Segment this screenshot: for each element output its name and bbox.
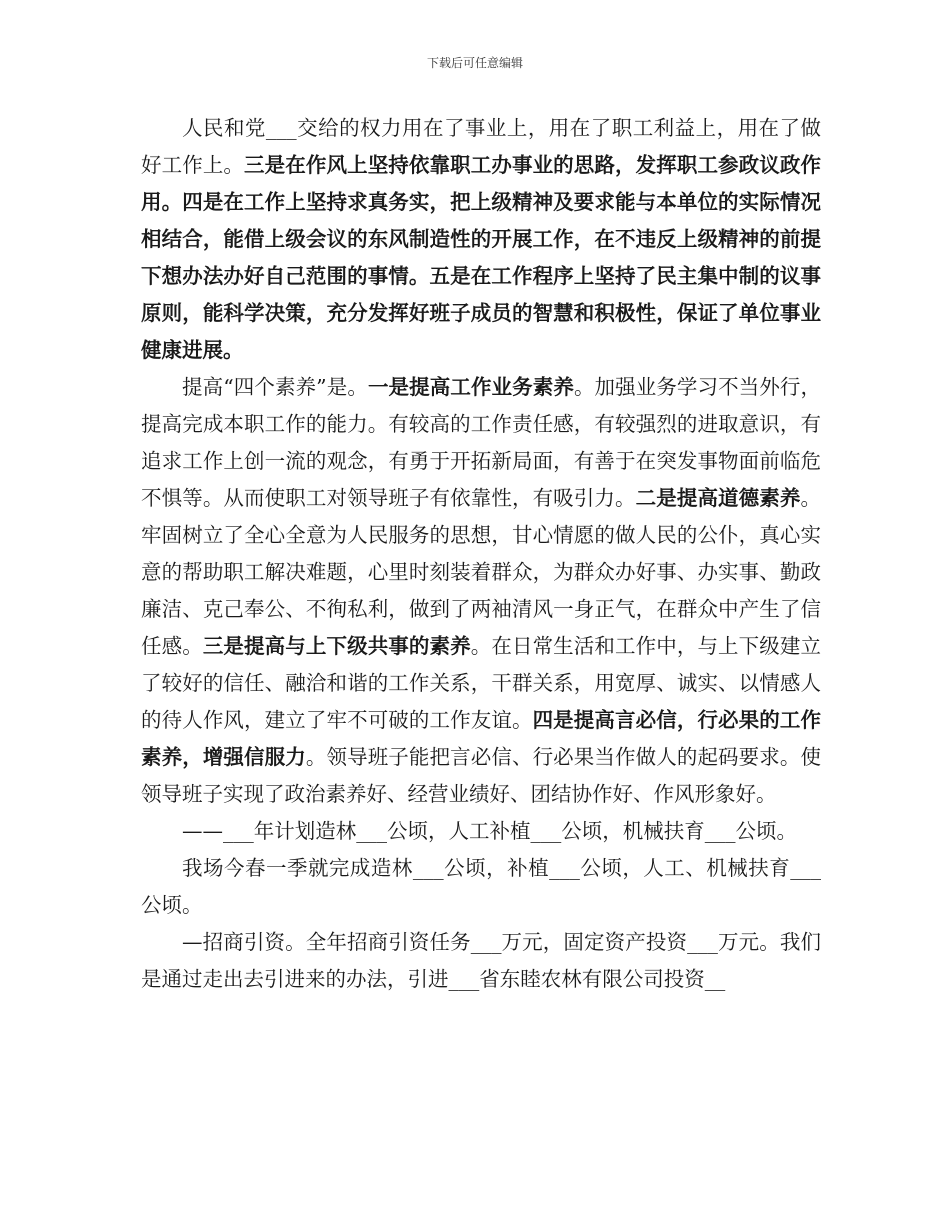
- paragraph-1: [141, 110, 821, 369]
- paragraph-bold-text: 四是提高言必信，行必果的工作素养，增强信服力: [141, 708, 821, 769]
- paragraph-4: [141, 850, 821, 924]
- paragraph-text: —招商引资。全年招商引资任务___万元，固定资产投资___万元。我们是通过走出去引进来的办法，引进___省东睦农林有限公司投资__: [141, 930, 821, 991]
- paragraph-text: 我场今春一季就完成造林___公顷，补植___公顷，人工、机械扶育___公顷。: [141, 856, 821, 917]
- paragraph-text: 人民和党___交给的权力用在了事业上，用在了职工利益上，用在了做好工作上。: [141, 116, 821, 177]
- paragraph-bold-text: 二是提高道德素养: [635, 486, 801, 510]
- paragraph-text: 。领导班子能把言必信、行必果当作做人的起码要求。使领导班子实现了政治素养好、经营业绩好、团结协作好、作风形象好。: [141, 745, 821, 806]
- page-header-note: 下载后可任意编辑: [426, 56, 523, 70]
- paragraph-bold-text: 一是提高工作业务素养: [367, 375, 574, 399]
- paragraph-bold-text: 三是在作风上坚持依靠职工办事业的思路，发挥职工参政议政作用。四是在工作上坚持求真务实，把上级精神及要求能与本单位的实际情况相结合，能借上级会议的东风制造性的开展工作，在不违反上级精神的前提下想办法办好自己范围的事情。五是在工作程序上坚持了民主集中制的议事原则，能科学决策，充分发挥好班子成员的智慧和积极性，保证了单位事业健康进展。: [141, 153, 821, 362]
- paragraph-2: [141, 369, 821, 813]
- paragraph-text: 。牢固树立了全心全意为人民服务的思想，甘心情愿的做人民的公仆，真心实意的帮助职工解决难题，心里时刻装着群众，为群众办好事、办实事、勤政廉洁、克己奉公、不徇私利，做到了两袖清风一身正气，在群众中产生了信任感。: [141, 486, 821, 658]
- paragraph-bold-text: 三是提高与上下级共事的素养: [202, 634, 471, 658]
- document-body: [141, 110, 821, 998]
- paragraph-text: 。在日常生活和工作中，与上下级建立了较好的信任、融洽和谐的工作关系，干群关系，用宽厚、诚实、以情感人的待人作风，建立了牢不可破的工作友谊。: [141, 634, 821, 732]
- paragraph-3: [141, 813, 821, 850]
- paragraph-text: 提高“四个素养”是。: [182, 375, 368, 399]
- paragraph-text: 。加强业务学习不当外行，提高完成本职工作的能力。有较高的工作责任感，有较强烈的进取意识，有追求工作上创一流的观念，有勇于开拓新局面，有善于在突发事物面前临危不惧等。从而使职工对领导班子有依靠性，有吸引力。: [141, 375, 822, 510]
- paragraph-5: [141, 924, 821, 998]
- paragraph-text: ——___年计划造林___公顷，人工补植___公顷，机械扶育___公顷。: [182, 819, 797, 843]
